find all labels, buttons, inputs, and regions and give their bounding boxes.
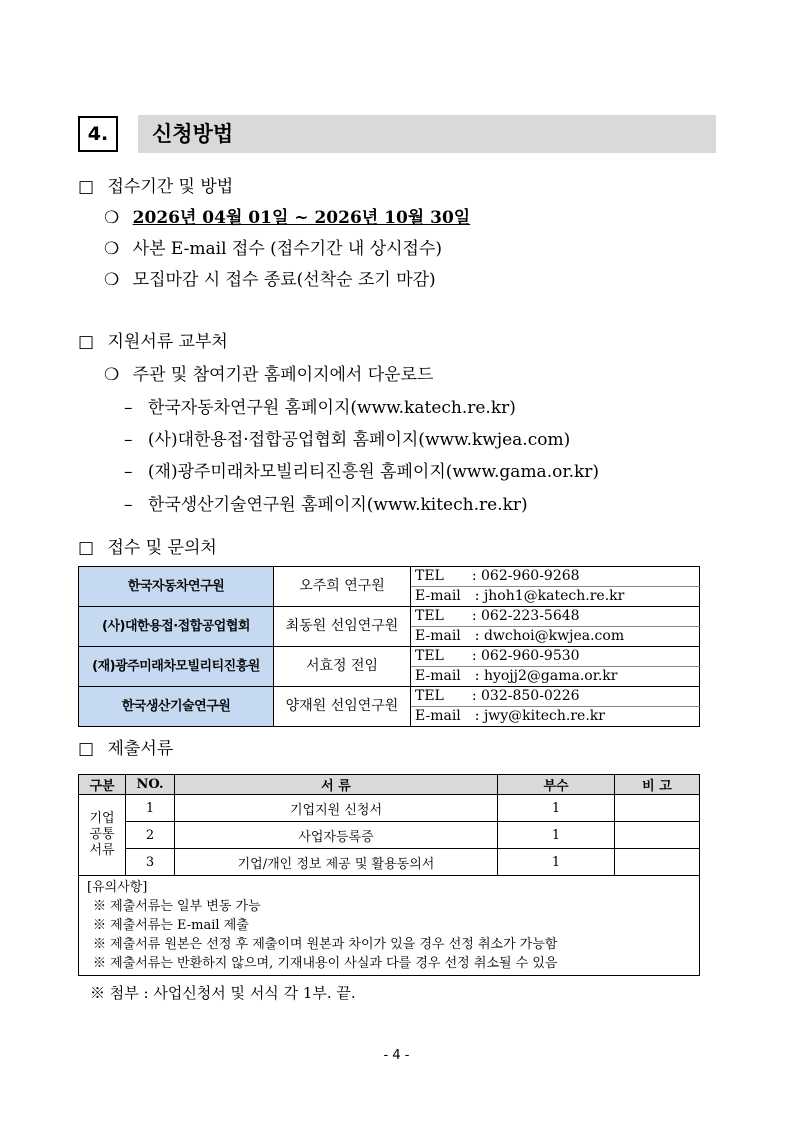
row-copies: 1: [498, 849, 615, 876]
notes-cell: [79, 876, 700, 976]
contact-person: 최동원 선임연구원: [274, 607, 411, 647]
contacts-table: [78, 566, 700, 727]
circle-bullet-icon: ❍: [104, 208, 120, 228]
docs-subitem-text: (재)광주미래차모빌리티진흥원 홈페이지(www.gama.or.kr): [147, 462, 600, 482]
contact-org: (사)대한용접·접합공업협회: [79, 607, 274, 647]
circle-bullet-icon: ❍: [104, 270, 120, 290]
docs-subitem: [124, 494, 528, 516]
row-no: 2: [126, 822, 175, 849]
note-item: ※ 제출서류 원본은 선정 후 제출이며 원본과 차이가 있을 경우 선정 취소가 가능함: [93, 937, 558, 952]
header-category: 구분: [79, 775, 126, 795]
contact-person: 오주희 연구원: [274, 567, 411, 607]
docs-item: [104, 364, 433, 386]
reception-email-text: 사본 E-mail 접수 (접수기간 내 상시접수): [132, 239, 443, 259]
checkbox-marker-icon: □: [78, 332, 95, 352]
section-title: 신청방법: [138, 115, 716, 153]
reception-date-text: 2026년 04월 01일 ~ 2026년 10월 30일: [132, 208, 471, 228]
page-number: - 4 -: [383, 1048, 410, 1063]
reception-item-date: [104, 207, 470, 229]
row-no: 1: [126, 795, 175, 822]
checkbox-marker-icon: □: [78, 739, 95, 759]
dash-bullet-icon: –: [124, 495, 133, 515]
contacts-heading: [78, 537, 217, 559]
circle-bullet-icon: ❍: [104, 239, 120, 259]
submission-heading-text: 제출서류: [107, 739, 174, 759]
contact-email: E-mail : jwy@kitech.re.kr: [411, 707, 700, 727]
docs-subitem-text: 한국생산기술연구원 홈페이지(www.kitech.re.kr): [147, 495, 528, 515]
dash-bullet-icon: –: [124, 398, 133, 418]
checkbox-marker-icon: □: [78, 177, 95, 197]
category-cell: 기업 공통 서류: [79, 795, 126, 876]
table-row: [79, 795, 700, 822]
reception-heading: [78, 176, 233, 198]
note-item: ※ 제출서류는 일부 변동 가능: [93, 899, 261, 914]
contact-email: E-mail : jhoh1@katech.re.kr: [411, 587, 700, 607]
row-doc: 사업자등록증: [175, 822, 498, 849]
table-row: [79, 822, 700, 849]
dash-bullet-icon: –: [124, 430, 133, 450]
docs-item-text: 주관 및 참여기관 홈페이지에서 다운로드: [132, 365, 434, 385]
row-doc: 기업지원 신청서: [175, 795, 498, 822]
contact-email: E-mail : hyojj2@gama.or.kr: [411, 667, 700, 687]
table-row: [79, 647, 700, 667]
reception-item-email: [104, 238, 442, 260]
table-row: [79, 607, 700, 627]
row-remarks: [615, 795, 700, 822]
contact-tel: TEL : 062-960-9530: [411, 647, 700, 667]
note-item: ※ 제출서류는 E-mail 제출: [93, 918, 249, 933]
table-row: [79, 687, 700, 707]
row-remarks: [615, 849, 700, 876]
contact-person: 서효정 전임: [274, 647, 411, 687]
table-row: [79, 849, 700, 876]
reception-deadline-text: 모집마감 시 접수 종료(선착순 조기 마감): [132, 270, 436, 290]
contact-org: (재)광주미래차모빌리티진흥원: [79, 647, 274, 687]
reception-item-deadline: [104, 269, 436, 291]
contact-org: 한국자동차연구원: [79, 567, 274, 607]
docs-heading: [78, 331, 228, 353]
contact-person: 양재원 선임연구원: [274, 687, 411, 727]
header-no: NO.: [126, 775, 175, 795]
notes-title: [유의사항]: [87, 880, 148, 895]
section-number: 4.: [78, 116, 118, 152]
contact-email: E-mail : dwchoi@kwjea.com: [411, 627, 700, 647]
header-copies: 부수: [498, 775, 615, 795]
docs-subitem: [124, 397, 516, 419]
contact-tel: TEL : 032-850-0226: [411, 687, 700, 707]
docs-subitem-text: 한국자동차연구원 홈페이지(www.katech.re.kr): [147, 398, 516, 418]
submission-heading: [78, 738, 173, 760]
contact-org: 한국생산기술연구원: [79, 687, 274, 727]
table-row: [79, 567, 700, 587]
docs-heading-text: 지원서류 교부처: [107, 332, 228, 352]
header-remarks: 비 고: [615, 775, 700, 795]
table-header-row: [79, 775, 700, 795]
row-copies: 1: [498, 822, 615, 849]
row-no: 3: [126, 849, 175, 876]
contact-tel: TEL : 062-223-5648: [411, 607, 700, 627]
note-item: ※ 제출서류는 반환하지 않으며, 기재내용이 사실과 다를 경우 선정 취소될 수 있음: [93, 956, 558, 971]
docs-subitem: [124, 429, 570, 451]
checkbox-marker-icon: □: [78, 538, 95, 558]
dash-bullet-icon: –: [124, 462, 133, 482]
reception-heading-text: 접수기간 및 방법: [107, 177, 234, 197]
circle-bullet-icon: ❍: [104, 365, 120, 385]
header-doc: 서 류: [175, 775, 498, 795]
contact-tel: TEL : 062-960-9268: [411, 567, 700, 587]
submission-table: [78, 774, 700, 976]
row-doc: 기업/개인 정보 제공 및 활용동의서: [175, 849, 498, 876]
docs-subitem: [124, 461, 599, 483]
row-remarks: [615, 822, 700, 849]
docs-subitem-text: (사)대한용접·접합공업협회 홈페이지(www.kwjea.com): [147, 430, 571, 450]
attachment-note: ※ 첨부 : 사업신청서 및 서식 각 1부. 끝.: [90, 984, 356, 1002]
notes-row: [79, 876, 700, 976]
row-copies: 1: [498, 795, 615, 822]
contacts-heading-text: 접수 및 문의처: [107, 538, 217, 558]
